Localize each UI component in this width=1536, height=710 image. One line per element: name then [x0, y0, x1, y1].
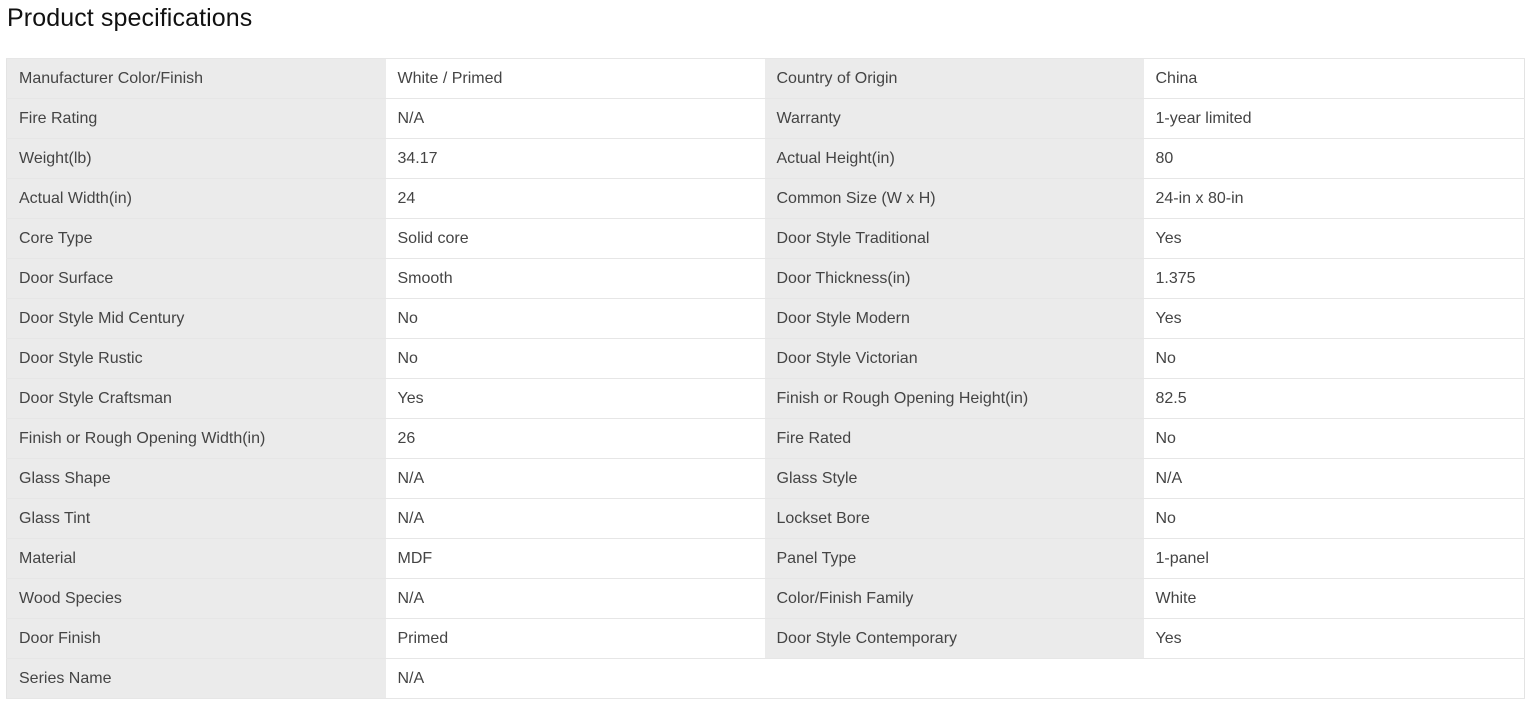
- spec-label: Door Style Victorian: [765, 339, 1144, 379]
- spec-label: Door Style Traditional: [765, 219, 1144, 259]
- spec-value: 80: [1144, 139, 1525, 179]
- spec-value: N/A: [386, 579, 765, 619]
- spec-label: Door Style Modern: [765, 299, 1144, 339]
- spec-label: Glass Style: [765, 459, 1144, 499]
- spec-label: Door Style Mid Century: [7, 299, 386, 339]
- spec-row: [7, 459, 1525, 499]
- spec-value: No: [1144, 499, 1525, 539]
- spec-value: Yes: [386, 379, 765, 419]
- spec-value: 1-panel: [1144, 539, 1525, 579]
- spec-value: 26: [386, 419, 765, 459]
- spec-value: 24-in x 80-in: [1144, 179, 1525, 219]
- spec-value: 24: [386, 179, 765, 219]
- spec-row: [7, 539, 1525, 579]
- spec-value: Yes: [1144, 299, 1525, 339]
- spec-label: Common Size (W x H): [765, 179, 1144, 219]
- spec-value: China: [1144, 59, 1525, 99]
- spec-value: N/A: [386, 99, 765, 139]
- spec-value: Solid core: [386, 219, 765, 259]
- spec-value: MDF: [386, 539, 765, 579]
- spec-value: No: [1144, 339, 1525, 379]
- spec-label: Actual Height(in): [765, 139, 1144, 179]
- spec-label: Panel Type: [765, 539, 1144, 579]
- spec-label: Warranty: [765, 99, 1144, 139]
- spec-value: N/A: [1144, 459, 1525, 499]
- spec-value: No: [386, 339, 765, 379]
- spec-label: Fire Rating: [7, 99, 386, 139]
- spec-label: Door Style Craftsman: [7, 379, 386, 419]
- spec-row: [7, 299, 1525, 339]
- spec-label: Actual Width(in): [7, 179, 386, 219]
- spec-value: White: [1144, 579, 1525, 619]
- empty-cell: [1144, 659, 1525, 699]
- section-title: Product specifications: [7, 4, 253, 32]
- spec-value: N/A: [386, 459, 765, 499]
- spec-value: No: [386, 299, 765, 339]
- spec-label: Finish or Rough Opening Width(in): [7, 419, 386, 459]
- spec-label: Color/Finish Family: [765, 579, 1144, 619]
- spec-row: [7, 339, 1525, 379]
- spec-value: Yes: [1144, 619, 1525, 659]
- spec-row: [7, 179, 1525, 219]
- spec-row: [7, 379, 1525, 419]
- spec-label: Door Style Rustic: [7, 339, 386, 379]
- spec-label: Door Surface: [7, 259, 386, 299]
- spec-label: Door Thickness(in): [765, 259, 1144, 299]
- spec-row: [7, 579, 1525, 619]
- spec-value: 1-year limited: [1144, 99, 1525, 139]
- spec-row: [7, 99, 1525, 139]
- spec-row: [7, 619, 1525, 659]
- spec-label: Core Type: [7, 219, 386, 259]
- specifications-table-body: [7, 59, 1525, 699]
- spec-row: [7, 659, 1525, 699]
- spec-label: Glass Shape: [7, 459, 386, 499]
- spec-label: Series Name: [7, 659, 386, 699]
- spec-label: Wood Species: [7, 579, 386, 619]
- spec-label: Finish or Rough Opening Height(in): [765, 379, 1144, 419]
- spec-row: [7, 219, 1525, 259]
- spec-row: [7, 259, 1525, 299]
- spec-value: 1.375: [1144, 259, 1525, 299]
- spec-row: [7, 499, 1525, 539]
- spec-row: [7, 139, 1525, 179]
- spec-label: Door Style Contemporary: [765, 619, 1144, 659]
- spec-label: Door Finish: [7, 619, 386, 659]
- spec-value: Yes: [1144, 219, 1525, 259]
- spec-label: Fire Rated: [765, 419, 1144, 459]
- spec-value: 34.17: [386, 139, 765, 179]
- spec-value: N/A: [386, 499, 765, 539]
- spec-value: White / Primed: [386, 59, 765, 99]
- spec-value: 82.5: [1144, 379, 1525, 419]
- specifications-table: [6, 58, 1525, 699]
- empty-cell: [765, 659, 1144, 699]
- spec-label: Lockset Bore: [765, 499, 1144, 539]
- spec-row: [7, 59, 1525, 99]
- spec-label: Glass Tint: [7, 499, 386, 539]
- spec-label: Weight(lb): [7, 139, 386, 179]
- spec-label: Manufacturer Color/Finish: [7, 59, 386, 99]
- spec-value: Primed: [386, 619, 765, 659]
- spec-value: Smooth: [386, 259, 765, 299]
- spec-value: No: [1144, 419, 1525, 459]
- spec-label: Material: [7, 539, 386, 579]
- spec-label: Country of Origin: [765, 59, 1144, 99]
- spec-value: N/A: [386, 659, 765, 699]
- spec-row: [7, 419, 1525, 459]
